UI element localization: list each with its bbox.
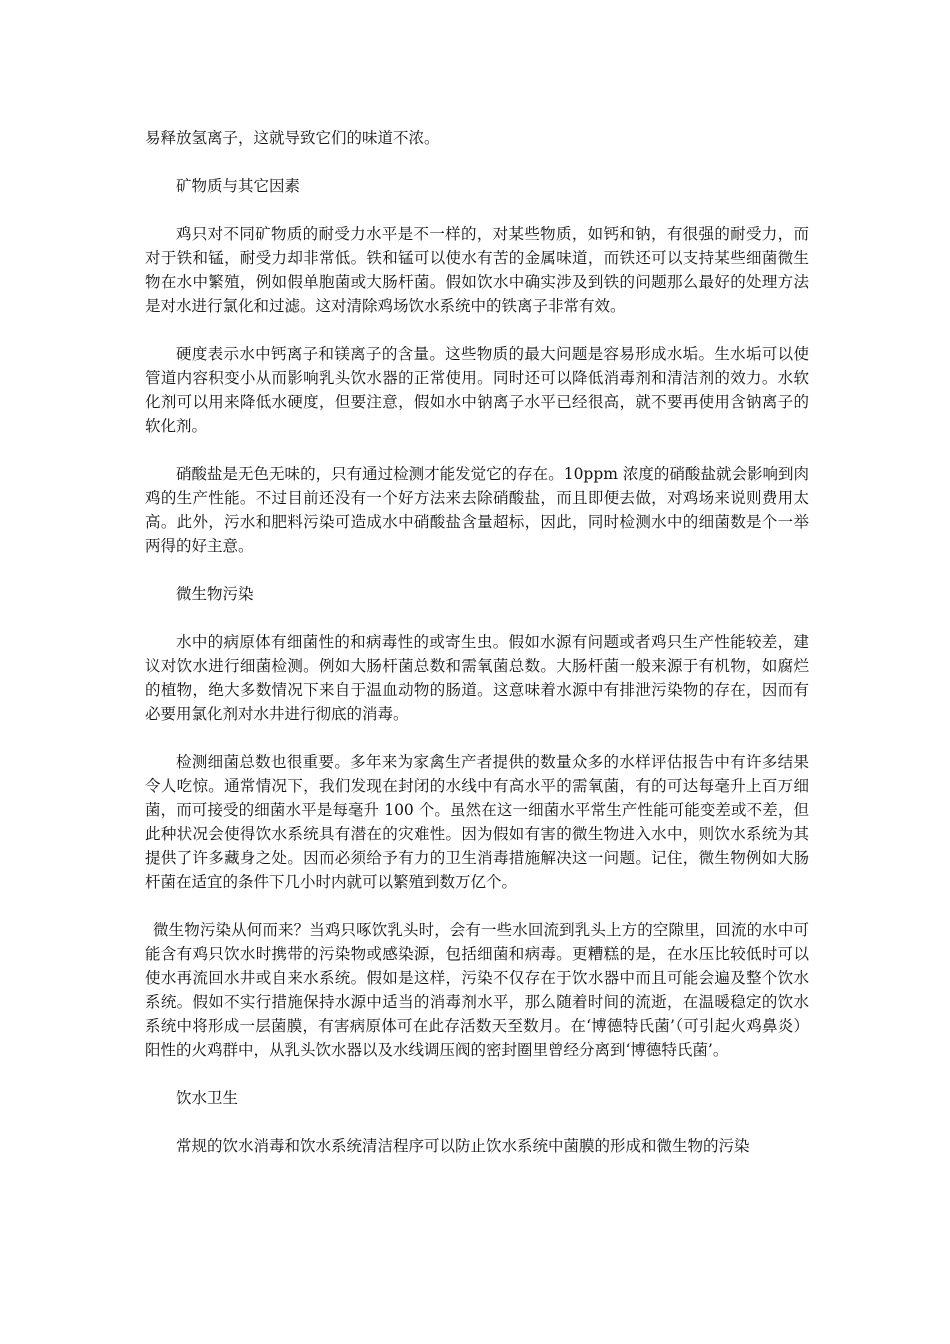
paragraph-nitrates: 硝酸盐是无色无味的，只有通过检测才能发觉它的存在。10ppm 浓度的硝酸盐就会影响到肉鸡的生产性能。不过目前还没有一个好方法来去除硝酸盐，而且即便去做，对鸡场来说则费用太高。此外，污水和肥料污染可造成水中硝酸盐含量超标，因此，同时检测水中的细菌数是个一举两得的好主意。: [145, 465, 809, 555]
paragraph-mineral-tolerance: 鸡只对不同矿物质的耐受力水平是不一样的，对某些物质，如钙和钠，有很强的耐受力，而对于铁和锰，耐受力却非常低。铁和锰可以使水有苦的金属味道，而铁还可以支持某些细菌微生物在水中繁殖，例如假单胞菌或大肠杆菌。假如饮水中确实涉及到铁的问题那么最好的处理方法是对水进行氯化和过滤。这对清除鸡场饮水系统中的铁离子非常有效。: [145, 225, 809, 315]
paragraph-hygiene: 常规的饮水消毒和饮水系统清洁程序可以防止饮水系统中菌膜的形成和微生物的污染: [176, 1137, 750, 1155]
section-heading-hygiene: 饮水卫生: [176, 1089, 239, 1107]
paragraph-continuation: 易释放氢离子，这就导致它们的味道不浓。: [145, 129, 440, 147]
document-body: [145, 126, 809, 1182]
section-heading-microbial: 微生物污染: [176, 585, 254, 603]
paragraph-water-hardness: 硬度表示水中钙离子和镁离子的含量。这些物质的最大问题是容易形成水垢。生水垢可以使管道内容积变小从而影响乳头饮水器的正常使用。同时还可以降低消毒剂和清洁剂的效力。水软化剂可以用来降低水硬度，但要注意，假如水中钠离子水平已经很高，就不要再使用含钠离子的软化剂。: [145, 345, 809, 435]
paragraph-bacteria-count: 检测细菌总数也很重要。多年来为家禽生产者提供的数量众多的水样评估报告中有许多结果令人吃惊。通常情况下，我们发现在封闭的水线中有高水平的需氧菌，有的可达每毫升上百万细菌，而可接受的细菌水平是每毫升 100 个。虽然在这一细菌水平常生产性能可能变差或不差，但此种状况会使得饮水系统具有潜在的灾难性。因为假如有害的微生物进入水中，则饮水系统为其提供了许多藏身之处。因而必须给予有力的卫生消毒措施解决这一问题。记住，微生物例如大肠杆菌在适宜的条件下几小时内就可以繁殖到数万亿个。: [145, 753, 809, 891]
section-heading-minerals: 矿物质与其它因素: [176, 177, 301, 195]
paragraph-contamination-source: 微生物污染从何而来？当鸡只啄饮乳头时，会有一些水回流到乳头上方的空隙里，回流的水中可能含有鸡只饮水时携带的污染物或感染源，包括细菌和病毒。更糟糕的是，在水压比较低时可以使水再流回水井或自来水系统。假如是这样，污染不仅存在于饮水器中而且可能会遍及整个饮水系统。假如不实行措施保持水源中适当的消毒剂水平，那么随着时间的流逝，在温暖稳定的饮水系统中将形成一层菌膜，有害病原体可在此存活数天至数月。在‘博德特氏菌’（可引起火鸡鼻炎）阳性的火鸡群中，从乳头饮水器以及水线调压阀的密封圈里曾经分离到‘博德特氏菌’。: [145, 921, 809, 1059]
paragraph-pathogens: 水中的病原体有细菌性的和病毒性的或寄生虫。假如水源有问题或者鸡只生产性能较差，建议对饮水进行细菌检测。例如大肠杆菌总数和需氧菌总数。大肠杆菌一般来源于有机物，如腐烂的植物，绝大多数情况下来自于温血动物的肠道。这意味着水源中有排泄污染物的存在，因而有必要用氯化剂对水井进行彻底的消毒。: [145, 633, 809, 723]
